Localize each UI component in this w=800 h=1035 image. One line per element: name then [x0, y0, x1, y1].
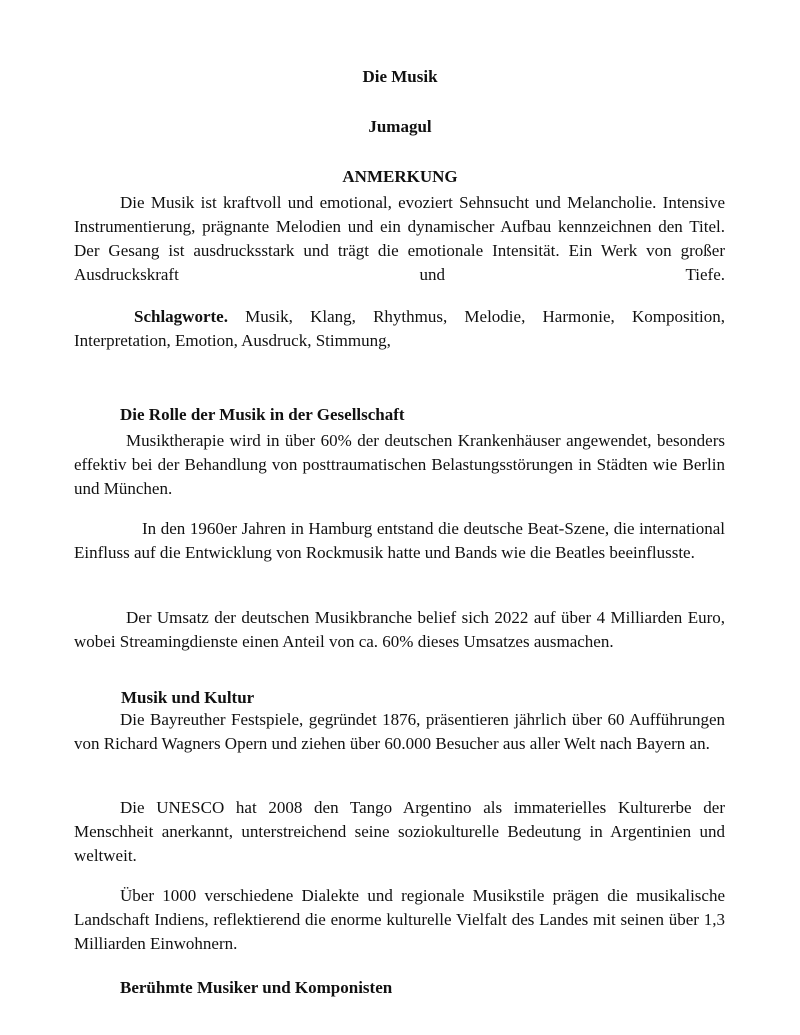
- section-paragraph: Der Umsatz der deutschen Musikbranche belief sich 2022 auf über 4 Milliarden Euro, wobei Streamingdienste einen Anteil von ca. 60% dieses Umsatzes ausmachen.: [74, 608, 725, 651]
- keywords-text: Musik, Klang, Rhythmus, Melodie, Harmonie, Komposition, Interpretation, Emotion, Ausdruck, Stimmung,: [74, 307, 725, 350]
- keywords: [74, 305, 725, 353]
- section-heading: Berühmte Musiker und Komponisten: [120, 978, 393, 997]
- section-heading: Musik und Kultur: [121, 688, 255, 707]
- keywords-label: Schlagworte.: [134, 307, 228, 326]
- abstract-text: Die Musik ist kraftvoll und emotional, evoziert Sehnsucht und Melancholie. Intensive Instrumentierung, prägnante Melodien und ein dynamischer Aufbau kennzeichnen den Titel. Der Gesang ist ausdrucksstark und trägt die emotionale Intensität. Ein Werk von großer Ausdruckskraft und Tiefe.: [74, 193, 725, 284]
- abstract-heading: ANMERKUNG: [342, 167, 458, 186]
- section-paragraph: In den 1960er Jahren in Hamburg entstand die deutsche Beat-Szene, die international Einfluss auf die Entwicklung von Rockmusik hatte und Bands wie die Beatles beeinflusste.: [74, 519, 725, 562]
- document-author: Jumagul: [368, 117, 432, 136]
- section-paragraph: Die Bayreuther Festspiele, gegründet 1876, präsentieren jährlich über 60 Aufführungen von Richard Wagners Opern und ziehen über 60.000 Besucher aus aller Welt nach Bayern an.: [74, 710, 725, 753]
- section-paragraph: Über 1000 verschiedene Dialekte und regionale Musikstile prägen die musikalische Landschaft Indiens, reflektierend die enorme kulturelle Vielfalt des Landes mit seinen über 1,3 Milliarden Einwohnern.: [74, 886, 725, 953]
- document-title: Die Musik: [362, 67, 438, 86]
- section-heading: Die Rolle der Musik in der Gesellschaft: [120, 405, 405, 424]
- section-paragraph: Musiktherapie wird in über 60% der deutschen Krankenhäuser angewendet, besonders effektiv bei der Behandlung von posttraumatischen Belastungsstörungen in Städten wie Berlin und München.: [74, 431, 725, 498]
- section-paragraph: Die UNESCO hat 2008 den Tango Argentino als immaterielles Kulturerbe der Menschheit anerkannt, unterstreichend seine soziokulturelle Bedeutung in Argentinien und weltweit.: [74, 798, 725, 865]
